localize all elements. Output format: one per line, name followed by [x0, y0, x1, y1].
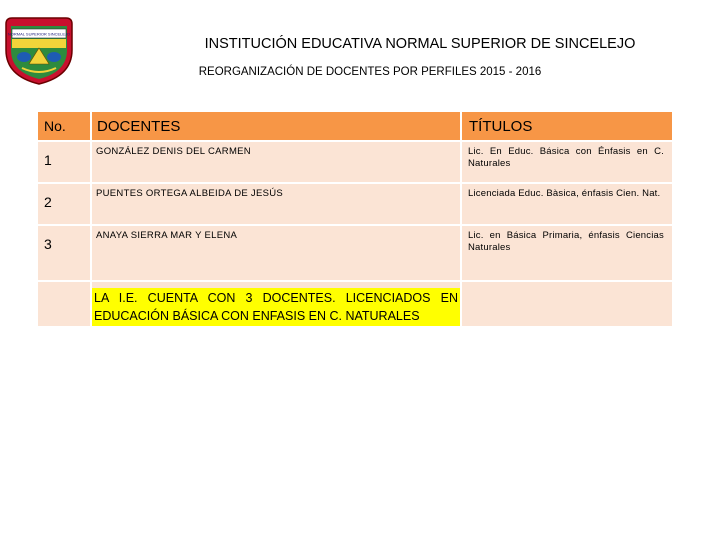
page-subtitle: REORGANIZACIÓN DE DOCENTES POR PERFILES 2015 - 2016	[198, 66, 542, 78]
summary-empty-cell	[38, 282, 92, 326]
table-row	[38, 226, 672, 280]
teachers-table	[38, 110, 672, 328]
header-docentes: DOCENTES	[92, 112, 462, 140]
table-header-row	[38, 112, 672, 140]
row-number: 3	[38, 226, 92, 280]
row-number: 2	[38, 184, 92, 224]
table-row	[38, 142, 672, 182]
summary-row	[38, 282, 672, 326]
summary-cell	[92, 282, 462, 326]
teacher-degree: Lic. en Básica Primaria, énfasis Ciencias Naturales	[462, 226, 672, 280]
row-number: 1	[38, 142, 92, 182]
summary-empty-cell	[462, 282, 672, 326]
teacher-name: PUENTES ORTEGA ALBEIDA DE JESÚS	[92, 184, 462, 224]
svg-text:NORMAL SUPERIOR SINCELEJO: NORMAL SUPERIOR SINCELEJO	[7, 31, 71, 37]
header-titulos: TÍTULOS	[462, 112, 672, 140]
summary-note: LA I.E. CUENTA CON 3 DOCENTES. LICENCIADOS EN EDUCACIÓN BÁSICA CON ENFASIS EN C. NATURALES	[92, 288, 460, 326]
teacher-degree: Lic. En Educ. Básica con Énfasis en C. Naturales	[462, 142, 672, 182]
teacher-name: ANAYA SIERRA MAR Y ELENA	[92, 226, 462, 280]
table-row	[38, 184, 672, 224]
page-title: INSTITUCIÓN EDUCATIVA NORMAL SUPERIOR DE SINCELEJO	[204, 36, 636, 52]
teacher-name: GONZÁLEZ DENIS DEL CARMEN	[92, 142, 462, 182]
teacher-degree: Licenciada Educ. Bàsica, énfasis Cien. Nat.	[462, 184, 672, 224]
header-no: No.	[38, 112, 92, 140]
